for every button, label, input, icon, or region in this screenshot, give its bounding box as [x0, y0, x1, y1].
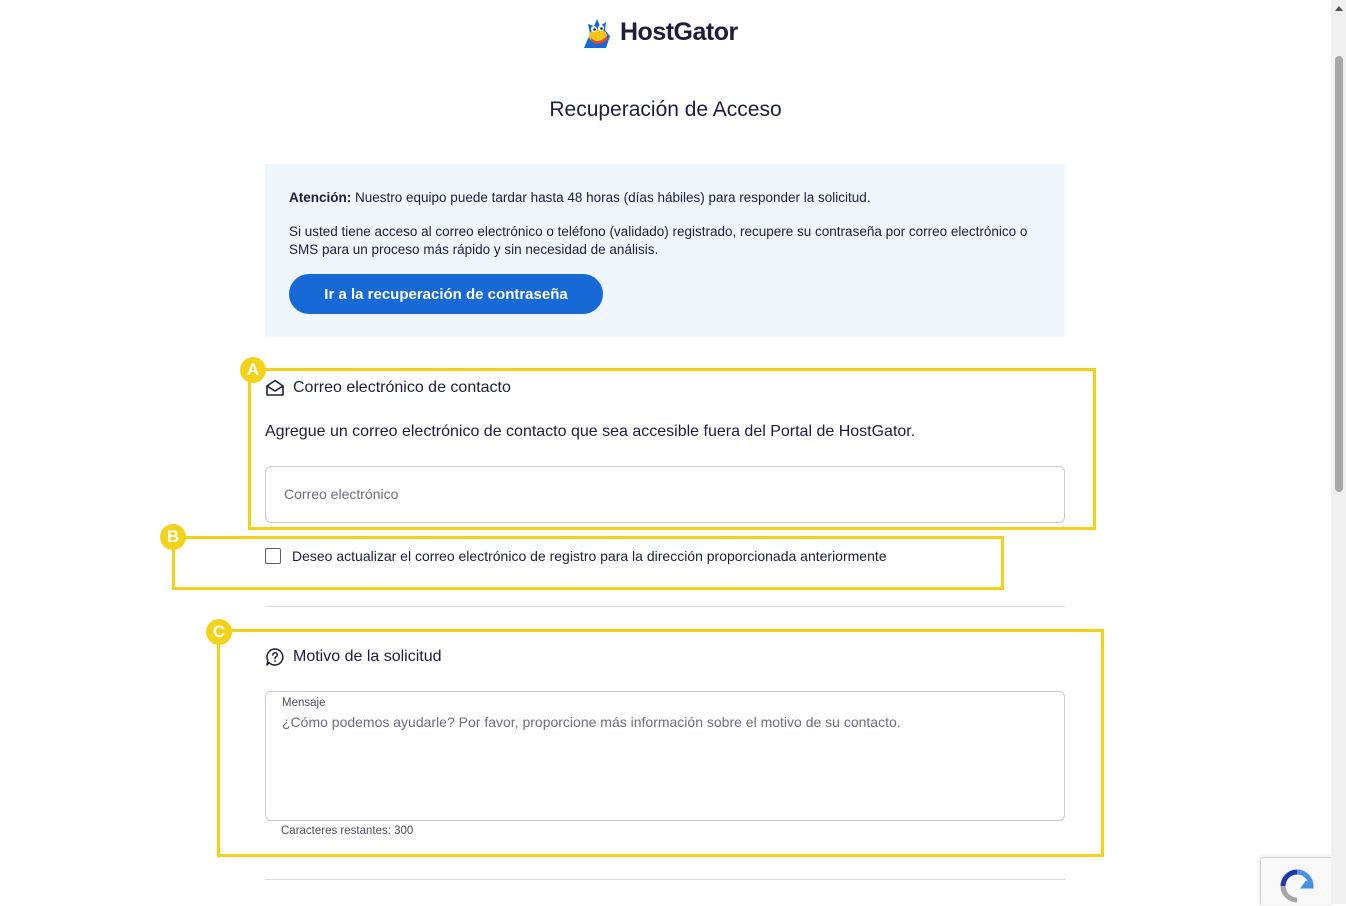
scroll-up-arrow-icon[interactable]: [1335, 6, 1343, 11]
email-field-container: [265, 466, 1065, 523]
attention-label: Atención:: [289, 190, 352, 205]
scrollbar-thumb[interactable]: [1335, 56, 1343, 492]
contact-email-title: Correo electrónico de contacto: [293, 379, 511, 396]
attention-body: Nuestro equipo puede tardar hasta 48 horas (días hábiles) para responder la solicitud.: [351, 190, 871, 205]
logo-wordmark: HostGator: [620, 17, 738, 46]
recaptcha-icon: [1277, 866, 1317, 906]
gator-mascot-icon: [580, 14, 616, 50]
vertical-scrollbar[interactable]: [1331, 0, 1346, 904]
attention-panel: [265, 164, 1065, 337]
question-bubble-icon: [265, 647, 285, 667]
annotation-badge-c: C: [206, 619, 232, 645]
attention-text: [289, 189, 1041, 207]
reason-title: Motivo de la solicitud: [293, 648, 442, 665]
message-label: Mensaje: [282, 697, 326, 709]
reason-heading: [265, 647, 442, 667]
page-title: Recuperación de Acceso: [549, 98, 782, 121]
annotation-badge-b: B: [160, 524, 186, 550]
envelope-icon: [265, 378, 285, 398]
recaptcha-badge[interactable]: [1260, 857, 1332, 905]
recovery-hint: Si usted tiene acceso al correo electrónico o teléfono (validado) registrado, recupere su contraseña por correo electrónico o SMS para un proceso más rápido y sin necesidad de análisis.: [289, 224, 1028, 257]
hostgator-logo[interactable]: [580, 14, 738, 50]
contact-email-heading: [265, 378, 511, 398]
section-divider-bottom: [265, 879, 1065, 880]
annotation-badge-a: A: [240, 357, 266, 383]
update-email-checkbox[interactable]: [265, 548, 281, 564]
update-email-label: Deseo actualizar el correo electrónico de registro para la dirección proporcionada anteriormente: [292, 548, 887, 564]
update-email-option[interactable]: [265, 548, 887, 564]
message-placeholder: ¿Cómo podemos ayudarle? Por favor, proporcione más información sobre el motivo de su contacto.: [282, 714, 901, 730]
email-field[interactable]: [282, 485, 1046, 503]
character-counter: Caracteres restantes: 300: [281, 825, 414, 837]
password-recovery-button[interactable]: Ir a la recuperación de contraseña: [289, 274, 603, 314]
message-textarea[interactable]: [265, 691, 1065, 821]
contact-email-description: Agregue un correo electrónico de contacto que sea accesible fuera del Portal de HostGator.: [265, 423, 916, 440]
section-divider: [265, 606, 1065, 607]
